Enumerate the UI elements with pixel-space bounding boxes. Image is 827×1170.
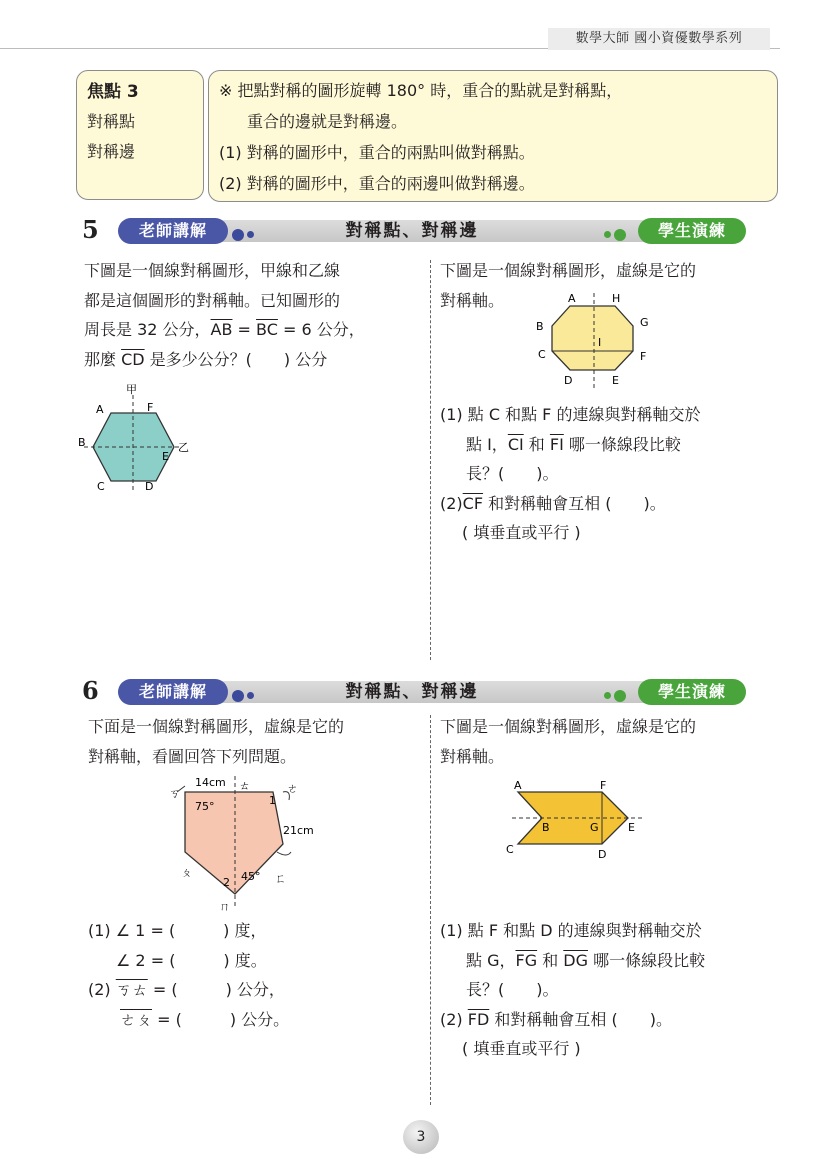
text-line (84, 345, 424, 375)
student-practice-badge: 學生演練 (638, 679, 746, 705)
vertex-f: F (600, 779, 607, 792)
segment-fd-label: $\overline{FD}$ (467, 1009, 490, 1029)
text-line (84, 315, 424, 345)
q6-teacher-subquestions (88, 916, 428, 1034)
vertex-g: G (640, 316, 649, 329)
text-line: (1) 點 C 和點 F 的連線與對稱軸交於 (440, 405, 701, 424)
segment-cf-label: $\overline{CF}$ (462, 493, 484, 513)
focus-explanation-box (208, 70, 778, 202)
length-14cm: 14cm (195, 776, 226, 789)
text: 和對稱軸會互相 ( )。 (483, 493, 666, 513)
vertex-b: B (536, 320, 544, 333)
angle-75: 75° (195, 800, 215, 813)
text-line (88, 1005, 428, 1035)
text: 點 G， (466, 950, 516, 970)
angle-45: 45° (241, 870, 261, 883)
text-line: 下圖是一個線對稱圖形，虛線是它的 (440, 261, 697, 280)
vertex-e: E (628, 821, 635, 834)
text: = (232, 320, 257, 339)
focus-line: (1) 對稱的圖形中，重合的兩點叫做對稱點。 (219, 143, 535, 162)
section-bar-5 (82, 217, 746, 245)
label-jia: 甲 (126, 383, 137, 396)
decor-dots (604, 224, 629, 243)
vertex-d: D (564, 374, 573, 387)
q6-student-question (440, 712, 780, 771)
text-line (440, 1005, 780, 1035)
q5-teacher-question (84, 256, 424, 374)
point-i: I (598, 336, 602, 349)
vertex-f: F (147, 401, 154, 414)
segment-fg: $\overline{FG}$ (515, 950, 538, 970)
text-line: 長？( )。 (466, 464, 559, 483)
text-line: ∠ 2 = ( ) 度。 (116, 950, 267, 970)
decor-dots (232, 685, 257, 704)
text-line (440, 430, 780, 460)
focus-line: 重合的邊就是對稱邊。 (247, 112, 408, 131)
text: 和對稱軸會互相 ( )。 (489, 1009, 672, 1029)
vertex-h: H (612, 292, 621, 305)
text: 和 (523, 434, 550, 454)
focus-title: 焦點 3 (87, 82, 139, 102)
text-line (88, 975, 428, 1005)
focus-line: ※ 把點對稱的圖形旋轉 180° 時，重合的點就是對稱點， (219, 81, 623, 100)
q5-student-subquestions (440, 400, 780, 548)
vertex-mo: ㄇ (219, 900, 230, 913)
text-line (440, 946, 780, 976)
vertex-a: A (514, 779, 522, 792)
vertex-c: C (506, 843, 514, 856)
vertex-f: F (640, 350, 647, 363)
vertex-a: A (568, 292, 576, 305)
vertex-e: ㄜ (287, 782, 298, 795)
section-number: 5 (82, 215, 99, 244)
series-title: 數學大師 國小資優數學系列 (548, 28, 770, 50)
text: = 6 公分， (277, 320, 365, 339)
section-title: 對稱點、對稱邊 (345, 221, 479, 241)
focus-item: 對稱邊 (87, 142, 136, 161)
vertex-d: D (145, 480, 154, 493)
text-line: 下圖是一個線對稱圖形，甲線和乙線 (84, 261, 341, 280)
text: 那麼 (84, 349, 122, 369)
focus-line: (2) 對稱的圖形中，重合的兩邊叫做對稱邊。 (219, 174, 535, 193)
text: (2) (440, 493, 463, 513)
point-g: G (590, 821, 599, 834)
length-21cm: 21cm (283, 824, 314, 837)
vertex-e: E (612, 374, 619, 387)
vertex-d: D (598, 848, 607, 860)
text-line: (1) ∠ 1 = ( ) 度， (88, 921, 267, 940)
text-line: 對稱軸。 (440, 746, 505, 766)
segment-cd: $\overline{CD}$ (121, 349, 145, 369)
q6-student-subquestions (440, 916, 780, 1064)
teacher-explain-badge: 老師講解 (118, 218, 228, 244)
text: 哪一條線段比較 (588, 950, 706, 970)
section-title: 對稱點、對稱邊 (345, 682, 479, 702)
vertex-ke: ㄎ (169, 787, 180, 800)
text-line: 對稱軸，看圖回答下列問題。 (88, 746, 297, 766)
text: (2) (440, 1009, 468, 1029)
pentagon-figure (165, 772, 325, 914)
vertex-b: B (78, 436, 86, 449)
vertex-ta: ㄊ (239, 779, 250, 792)
text: 和 (537, 950, 564, 970)
section-number: 6 (82, 676, 99, 705)
text-line: ( 填垂直或平行 ) (462, 523, 581, 542)
focus-topic-box (76, 70, 204, 200)
segment-ci: $\overline{CI}$ (507, 434, 524, 454)
text-line: 長？( )。 (466, 980, 559, 999)
label-leader (277, 852, 291, 855)
segment-kt: ㄎㄊ (115, 980, 148, 999)
text-line: 都是這個圖形的對稱軸。已知圖形的 (84, 290, 341, 310)
vertex-c: C (538, 348, 546, 361)
text: = ( ) 公分。 (152, 1009, 290, 1029)
label-yi: 乙 (178, 441, 189, 454)
angle-1: 1 (269, 794, 276, 807)
segment-ep: ㄜㄆ (120, 1009, 153, 1029)
column-divider (430, 260, 431, 660)
q6-teacher-question (88, 712, 428, 771)
text: 哪一條線段比較 (563, 434, 681, 454)
hexagon-figure (78, 380, 198, 495)
angle-2: 2 (223, 876, 230, 889)
text: 點 I， (466, 434, 508, 454)
vertex-po: ㄆ (181, 866, 192, 879)
text: 周長是 32 公分， (84, 320, 211, 339)
octagon-figure (530, 288, 660, 393)
text-line: 下面是一個線對稱圖形，虛線是它的 (88, 717, 345, 736)
segment-ab: $\overline{AB}$ (210, 320, 233, 339)
vertex-a: A (96, 403, 104, 416)
vertex-e: E (162, 450, 169, 463)
segment-bc: $\overline{BC}$ (256, 320, 278, 339)
segment-fi: $\overline{FI}$ (549, 434, 564, 454)
focus-item: 對稱點 (87, 112, 136, 131)
teacher-explain-badge: 老師講解 (118, 679, 228, 705)
text-line: (1) 點 F 和點 D 的連線與對稱軸交於 (440, 921, 702, 940)
decor-dots (604, 685, 629, 704)
segment-dg: $\overline{DG}$ (563, 950, 589, 970)
vertex-c: C (97, 480, 105, 493)
text-line: 對稱軸。 (440, 290, 505, 310)
text: 是多少公分？( ) 公分 (144, 349, 328, 369)
vertex-eh: ㄈ (275, 872, 286, 885)
arrow-figure (500, 778, 650, 860)
page-number: 3 (403, 1120, 439, 1154)
vertex-b: B (542, 821, 550, 834)
section-bar-6 (82, 678, 746, 706)
text: = ( ) 公分， (147, 980, 285, 999)
text: (2) (88, 980, 116, 999)
decor-dots (232, 224, 257, 243)
text-line (440, 489, 780, 519)
text-line: ( 填垂直或平行 ) (462, 1039, 581, 1058)
column-divider (430, 715, 431, 1105)
student-practice-badge: 學生演練 (638, 218, 746, 244)
text-line: 下圖是一個線對稱圖形，虛線是它的 (440, 717, 697, 736)
octagon-shape (552, 306, 633, 370)
